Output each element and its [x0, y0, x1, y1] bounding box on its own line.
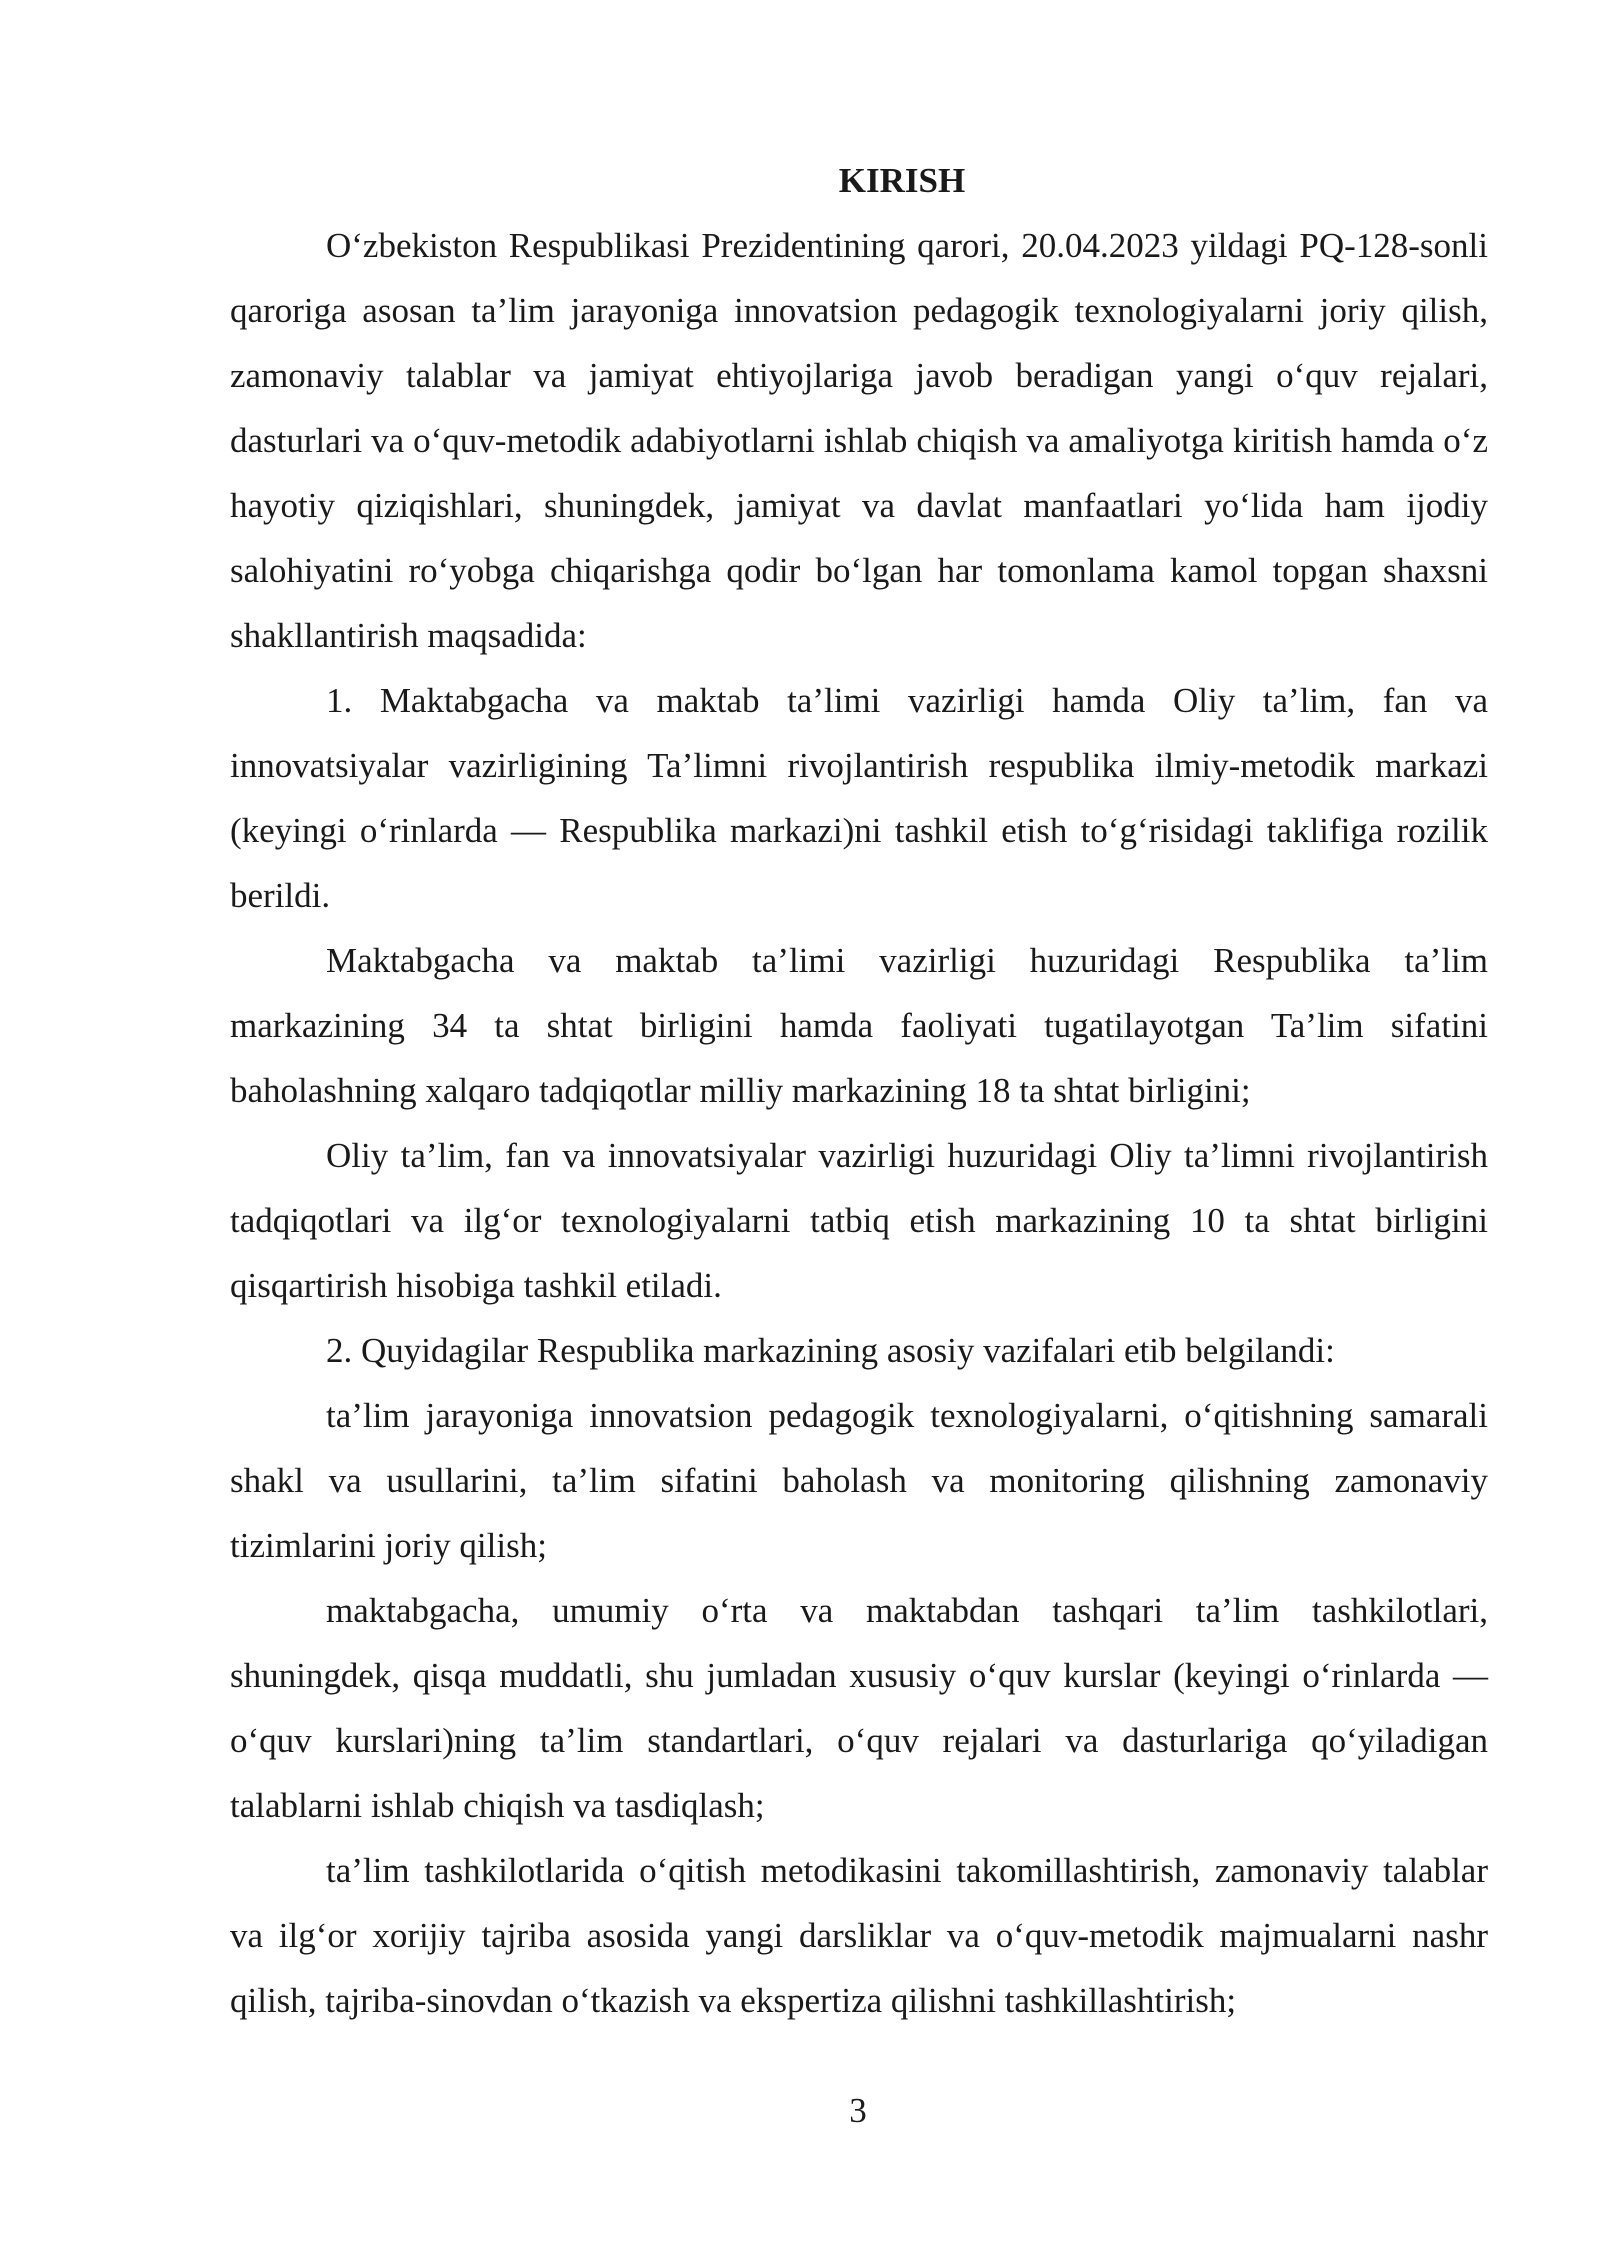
- paragraph-task-standards: maktabgacha, umumiy o‘rta va maktabdan tashqari ta’lim tashkilotlari, shuningdek, qisqa muddatli, shu jumladan xususiy o‘quv kurslar (keyingi o‘rinlarda — o‘quv kurslari)ning ta’lim standartlari, o‘quv rejalari va dasturlariga qo‘yiladigan talablarni ishlab chiqish va tasdiqlash;: [230, 1591, 1488, 1825]
- document-title: KIRISH: [838, 161, 966, 200]
- paragraph-task-innovation: ta’lim jarayoniga innovatsion pedagogik texnologiyalarni, o‘qitishning samarali shakl va usullarini, ta’lim sifatini baholash va monitoring qilishning zamonaviy tizimlarini joriy qilish;: [230, 1396, 1488, 1565]
- page-number: 3: [849, 2091, 867, 2130]
- paragraph-higher-education: Oliy ta’lim, fan va innovatsiyalar vazirligi huzuridagi Oliy ta’limni rivojlantirish tadqiqotlari va ilg‘or texnologiyalarni tatbiq etish markazining 10 ta shtat birligini qisqartirish hisobiga tashkil etiladi.: [230, 1136, 1488, 1305]
- paragraph-staff-units: Maktabgacha va maktab ta’limi vazirligi huzuridagi Respublika ta’lim markazining 34 ta shtat birligini hamda faoliyati tugatilayotgan Ta’lim sifatini baholashning xalqaro tadqiqotlar milliy markazining 18 ta shtat birligini;: [230, 941, 1488, 1110]
- document-page: [230, 148, 1488, 2033]
- paragraph-task-methodology: ta’lim tashkilotlarida o‘qitish metodikasini takomillashtirish, zamonaviy talablar va ilg‘or xorijiy tajriba asosida yangi darsliklar va o‘quv-metodik majmualarni nashr qilish, tajriba-sinovdan o‘tkazish va ekspertiza qilishni tashkillashtirish;: [230, 1851, 1488, 2020]
- paragraph-intro: O‘zbekiston Respublikasi Prezidentining qarori, 20.04.2023 yildagi PQ-128-sonli qaroriga asosan ta’lim jarayoniga innovatsion pedagogik texnologiyalarni joriy qilish, zamonaviy talablar va jamiyat ehtiyojlariga javob beradigan yangi o‘quv rejalari, dasturlari va o‘quv-metodik adabiyotlarni ishlab chiqish va amaliyotga kiritish hamda o‘z hayotiy qiziqishlari, shuningdek, jamiyat va davlat manfaatlari yo‘lida ham ijodiy salohiyatini ro‘yobga chiqarishga qodir bo‘lgan har tomonlama kamol topgan shaxsni shakllantirish maqsadida:: [230, 226, 1488, 655]
- paragraph-item-2: 2. Quyidagilar Respublika markazining asosiy vazifalari etib belgilandi:: [326, 1331, 1335, 1370]
- paragraph-item-1: 1. Maktabgacha va maktab ta’limi vazirligi hamda Oliy ta’lim, fan va innovatsiyalar vazirligining Ta’limni rivojlantirish respublika ilmiy-metodik markazi (keyingi o‘rinlarda — Respublika markazi)ni tashkil etish to‘g‘risidagi taklifiga rozilik berildi.: [230, 681, 1488, 915]
